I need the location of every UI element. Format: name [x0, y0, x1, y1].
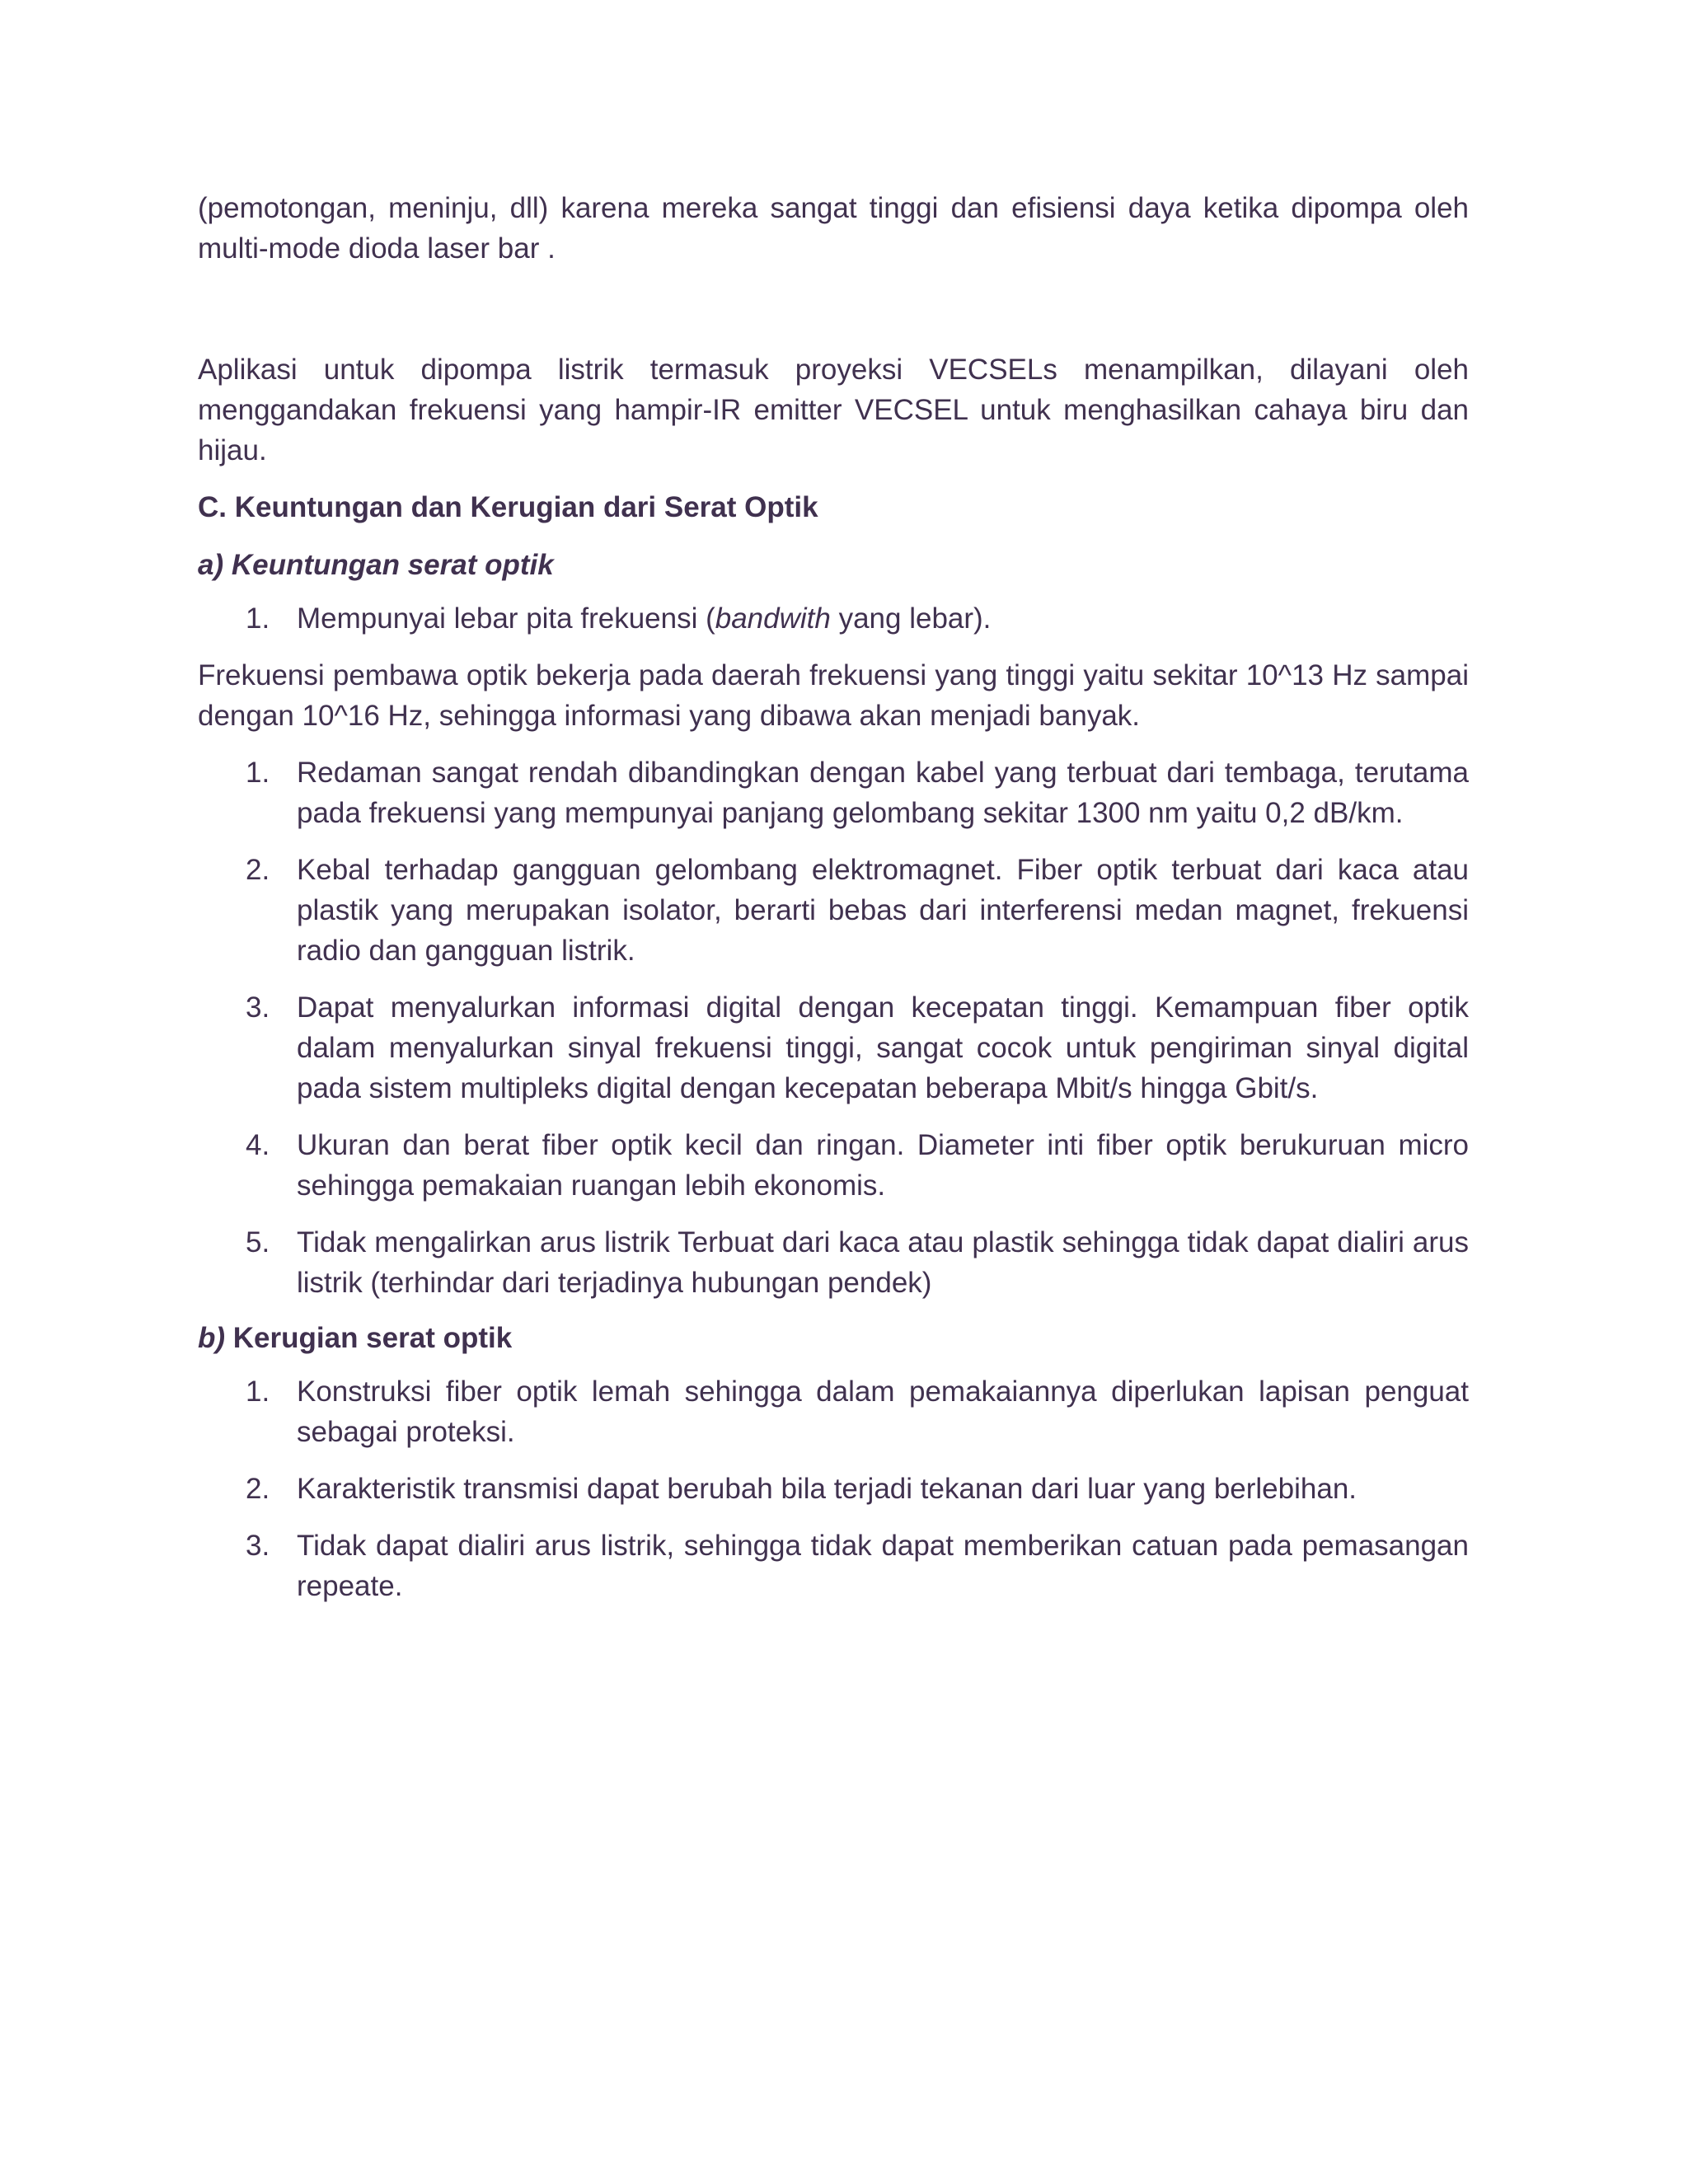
- list-item-text: Kebal terhadap gangguan gelombang elektromagnet. Fiber optik terbuat dari kaca atau plastik yang merupakan isolator, berarti bebas dari interferensi medan magnet, frekuensi radio dan gangguan listrik.: [297, 854, 1469, 967]
- list-item-text: Karakteristik transmisi dapat berubah bila terjadi tekanan dari luar yang berlebihan.: [297, 1473, 1357, 1505]
- list-item-number: 3.: [246, 1530, 270, 1562]
- list-item-number: 5.: [246, 1226, 270, 1258]
- document-page: [198, 188, 1469, 1606]
- disadvantages-list: [198, 1371, 1469, 1606]
- list-item: [198, 598, 1469, 639]
- advantages-heading: a) Keuntungan serat optik: [198, 549, 554, 581]
- applications-paragraph: Aplikasi untuk dipompa listrik termasuk proyeksi VECSELs menampilkan, dilayani oleh menggandakan frekuensi yang hampir-IR emitter VECSEL untuk menghasilkan cahaya biru dan hijau.: [198, 354, 1469, 466]
- disadvantages-heading-text: Kerugian serat optik: [225, 1322, 513, 1354]
- list-item-text: Dapat menyalurkan informasi digital dengan kecepatan tinggi. Kemampuan fiber optik dalam menyalurkan sinyal frekuensi tinggi, sangat cocok untuk pengiriman sinyal digital pada sistem multipleks digital dengan kecepatan beberapa Mbit/s hingga Gbit/s.: [297, 991, 1469, 1104]
- list-item-number: 2.: [246, 854, 270, 886]
- list-item: [198, 1371, 1469, 1452]
- frequency-paragraph: Frekuensi pembawa optik bekerja pada daerah frekuensi yang tinggi yaitu sekitar 10^13 Hz sampai dengan 10^16 Hz, sehingga informasi yang dibawa akan menjadi banyak.: [198, 659, 1469, 732]
- list-item-number: 2.: [246, 1473, 270, 1505]
- list-item: [198, 987, 1469, 1108]
- intro-paragraph: (pemotongan, meninju, dll) karena mereka sangat tinggi dan efisiensi daya ketika dipompa oleh multi-mode dioda laser bar .: [198, 192, 1469, 265]
- list-item-number: 3.: [246, 991, 270, 1024]
- list-item-text: Tidak dapat dialiri arus listrik, sehingga tidak dapat memberikan catuan pada pemasangan repeate.: [297, 1530, 1469, 1602]
- list-item: [198, 1222, 1469, 1303]
- list-item-text-before: Mempunyai lebar pita frekuensi (: [297, 602, 715, 635]
- list-item-number: 1.: [246, 1376, 270, 1408]
- list-item: [198, 850, 1469, 971]
- list-item: [198, 1125, 1469, 1206]
- list-item-text-after: yang lebar).: [830, 602, 992, 635]
- advantages-first-list: [198, 598, 1469, 639]
- list-item-text: Ukuran dan berat fiber optik kecil dan ringan. Diameter inti fiber optik berukuruan micro sehingga pemakaian ruangan lebih ekonomis.: [297, 1129, 1469, 1202]
- disadvantages-heading-letter: b): [198, 1322, 226, 1354]
- advantages-list: [198, 752, 1469, 1303]
- list-item-number: 1.: [246, 602, 270, 635]
- list-item-text-italic: bandwith: [715, 602, 831, 635]
- list-item-text: Redaman sangat rendah dibandingkan dengan kabel yang terbuat dari tembaga, terutama pada frekuensi yang mempunyai panjang gelombang sekitar 1300 nm yaitu 0,2 dB/km.: [297, 757, 1469, 829]
- list-item-number: 1.: [246, 757, 270, 789]
- list-item-text: Konstruksi fiber optik lemah sehingga dalam pemakaiannya diperlukan lapisan penguat sebagai proteksi.: [297, 1376, 1469, 1448]
- list-item: [198, 1469, 1469, 1509]
- list-item-number: 4.: [246, 1129, 270, 1161]
- section-heading: C. Keuntungan dan Kerugian dari Serat Optik: [198, 491, 818, 523]
- list-item: [198, 1526, 1469, 1606]
- list-item-text: Tidak mengalirkan arus listrik Terbuat dari kaca atau plastik sehingga tidak dapat dialiri arus listrik (terhindar dari terjadinya hubungan pendek): [297, 1226, 1469, 1299]
- disadvantages-heading: [198, 1318, 1469, 1358]
- list-item: [198, 752, 1469, 833]
